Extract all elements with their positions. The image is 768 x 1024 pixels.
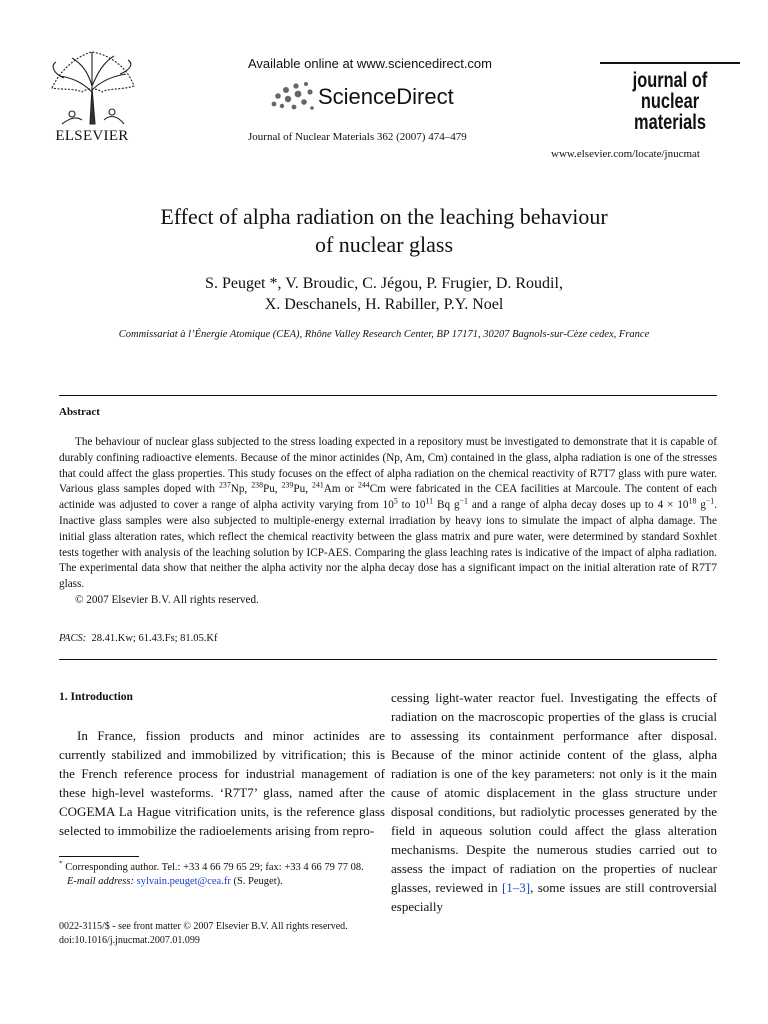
journal-logo-line: journal of [632,69,708,92]
abstract-body [59,435,717,609]
intro-paragraph [391,688,717,916]
footnote-mark: * [59,858,63,868]
footnote [59,858,385,889]
doi: doi:10.1016/j.jnucmat.2007.01.099 [59,935,200,946]
authors-line: S. Peuget *, V. Broudic, C. Jégou, P. Frugier, D. Roudil, [205,275,563,292]
paragraph-text: , some issues are still controversial especially [391,880,717,914]
section-heading-introduction: 1. Introduction [59,691,133,703]
email-line [59,875,385,889]
affiliation: Commissariat à l’Énergie Atomique (CEA), Rhône Valley Research Center, BP 17171, 30207 Bagnols-sur-Cèze cedex, France [118,329,650,340]
left-column [59,688,385,840]
citation-link[interactable]: [1–3] [501,880,531,895]
pacs-values: 28.41.Kw; 61.43.Fs; 81.05.Kf [91,633,218,644]
journal-reference: Journal of Nuclear Materials 362 (2007) 474–479 [248,131,467,143]
journal-logo-line: nuclear [640,90,700,113]
elsevier-tree-icon [42,48,142,126]
sciencedirect-wordmark: ScienceDirect [318,84,454,109]
email-owner: (S. Peuget). [233,876,283,887]
abstract-copyright: © 2007 Elsevier B.V. All rights reserved. [75,593,259,606]
sciencedirect-logo [268,76,468,116]
abstract-paragraph: The behaviour of nuclear glass subjected to the stress loading expected in a repository must be investigated to demonstrate that it is capable of durably confining radioactive elements. Because of the minor actinides (Np, Am, Cm) contained in the glass, alpha radiation is one of the stresses that could affect the glass properties. This study focuses on the effect of alpha radiation on the chemical reactivity of R7T7 glass with pure water. Various glass samples doped with $^{237}$Np, $^{238}$Pu, $^{239}$Pu, $^{241}$Am or $^{244}$Cm were fabricated in the CEA facilities at Marcoule. The content of each actinide was adjusted to cover a range of alpha activity varying from $10^5$ to $10^{11}$ Bq $g^{-1}$ and a range of alpha decay doses up to $4 \times 10^{18}$ $g^{-1}$. Inactive glass samples were also subjected to multiple-energy external irradiation by heavy ions to simulate the impact of alpha damage. The initial glass alteration rates, which reflect the chemical reactivity between the glass matrix and pure water, were determined by standard Soxhlet tests together with analysis of the leaching solution by ICP-AES. Comparing the glass leaching rates is indicative of the impact of alpha radiation. The experimental data show that neither the alpha activity nor the alpha decay dose has a significant impact on the initial alteration rate of R7T7 glass. [59,436,718,591]
abstract-text: The behaviour of nuclear glass subjected to the stress loading expected in a repository must be investigated to demonstrate that it is capable of durably confining radioactive elements. Because of the minor actinides (Np, Am, Cm) contained in the glass, alpha radiation is one of the stresses that could affect the glass properties. This study focuses on the effect of alpha radiation on the chemical reactivity of R7T7 glass with pure water. Various glass samples doped with [59,436,717,496]
sciencedirect-dots-icon [268,80,316,112]
article-title [0,203,768,259]
issn-line: 0022-3115/$ - see front matter © 2007 Elsevier B.V. All rights reserved. [59,921,348,932]
title-line: of nuclear glass [314,232,454,257]
pacs-label: PACS: [59,633,87,644]
email-link[interactable]: sylvain.peuget@cea.fr [136,876,231,887]
divider [59,395,717,396]
front-matter [59,920,348,948]
corresponding-author-text: Corresponding author. Tel.: +33 4 66 79 65 29; fax: +33 4 66 79 77 08. [65,862,364,873]
authors-line: X. Deschanels, H. Rabiller, P.Y. Noel [264,296,504,313]
publisher-name: ELSEVIER [55,128,129,144]
right-column [391,688,717,916]
abstract-text: Inactive glass samples were also subjected to multiple-energy external irradiation by heavy ions to simulate the impact of alpha damage. The initial glass alteration rates, which reflect the chemical reactivity between the glass matrix and pure water, were determined by standard Soxhlet tests together with analysis of the leaching solution by ICP-AES. Comparing the glass leaching rates is indicative of the impact of alpha radiation. The experimental data show that neither the alpha activity nor the alpha decay dose has a significant impact on the initial alteration rate of R7T7 glass. [59,514,717,591]
footnote-rule [59,856,139,857]
journal-url[interactable]: www.elsevier.com/locate/jnucmat [551,148,700,160]
journal-logo [600,62,740,133]
pacs-codes [59,633,218,644]
author-list [0,273,768,315]
abstract-text: The content of each actinide was adjusted to cover a range of alpha activity varying from [59,483,718,512]
divider [59,659,717,660]
journal-logo-line: materials [634,111,706,134]
email-label: E-mail address: [67,876,134,887]
elsevier-logo [42,48,142,146]
intro-paragraph: In France, fission products and minor actinides are currently stabilized and immobilized by vitrification; this is the French reference process for industrial management of these high-level wasteforms. ‘R7T7’ glass, named after the COGEMA La Hague vitrification units, is the reference glass selected to immobilize the radioelements arising from repro- [59,728,385,838]
title-line: Effect of alpha radiation on the leaching behaviour [160,204,608,229]
abstract-heading: Abstract [59,406,100,418]
paragraph-text: cessing light-water reactor fuel. Investigating the effects of radiation on the macroscopic properties of the glass is crucial to assessing its containment performance after disposal. Because of the minor actinide content of the glass, alpha radiation is one of the key parameters: not only is it the main cause of atomic displacement in the glass structure under disposal conditions, but radiolytic processes generated by the field in aqueous solution could affect the glass alteration mechanisms. Despite the numerous studies carried out to assess the impact of radiation on the properties of nuclear glasses, reviewed in [391,690,717,895]
corresponding-author-note [59,858,385,875]
available-online-text: Available online at www.sciencedirect.com [248,56,492,71]
